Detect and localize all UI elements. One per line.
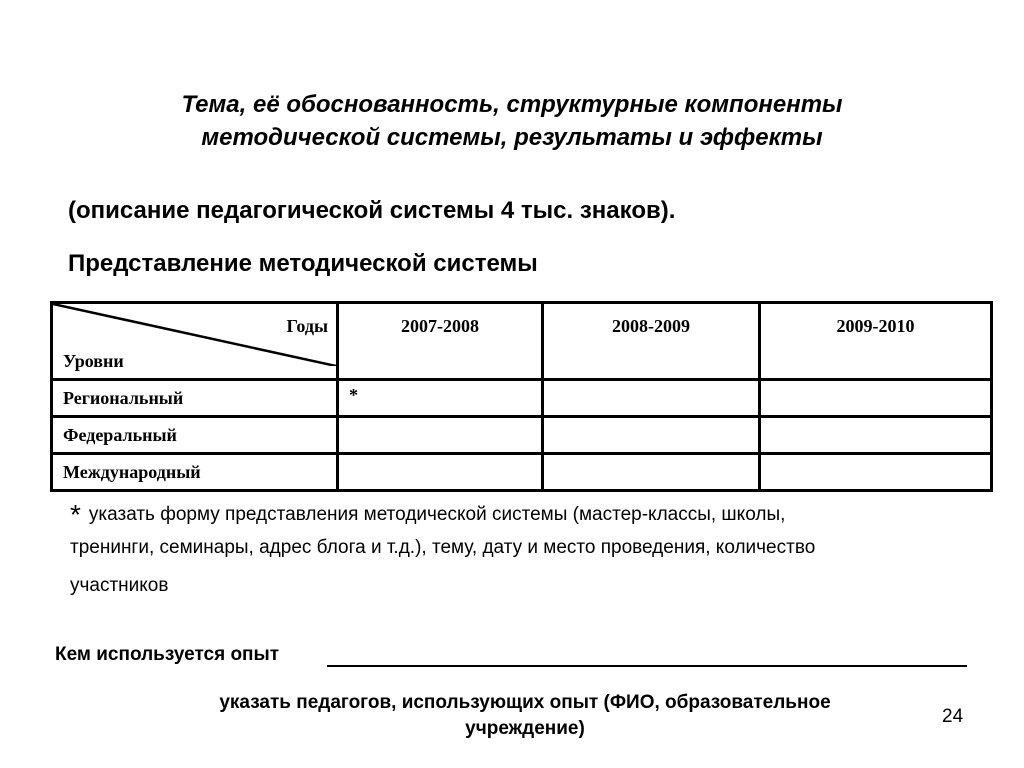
asterisk-note xyxy=(70,498,980,564)
year-header: 2009-2010 xyxy=(760,303,992,380)
used-by-label: Кем используется опыт xyxy=(55,644,280,665)
level-label: Региональный xyxy=(52,380,338,417)
table-cell xyxy=(543,417,760,454)
year-header: 2008-2009 xyxy=(543,303,760,380)
asterisk-mark: * xyxy=(70,499,81,530)
cell-value: * xyxy=(349,385,358,405)
title-line-1: Тема, её обоснованность, структурные компоненты xyxy=(181,91,843,118)
presentation-table xyxy=(50,301,993,492)
table-header-row xyxy=(52,303,992,380)
note-line-3: участников xyxy=(70,575,169,596)
table-cell xyxy=(760,380,992,417)
table-row xyxy=(52,380,992,417)
corner-label-years: Годы xyxy=(286,316,328,336)
year-header: 2007-2008 xyxy=(338,303,543,380)
level-label: Федеральный xyxy=(52,417,338,454)
note-line-1 xyxy=(70,498,980,531)
page-number: 24 xyxy=(942,706,964,727)
table-cell xyxy=(338,380,543,417)
note-text-1: указать форму представления методической системы (мастер-классы, школы, xyxy=(88,504,786,525)
title-line-2: методической системы, результаты и эффекты xyxy=(201,124,823,151)
table-row xyxy=(52,454,992,491)
level-label: Международный xyxy=(52,454,338,491)
table-cell xyxy=(338,417,543,454)
used-by-hint xyxy=(160,690,890,742)
hint-line-2: учреждение) xyxy=(465,718,585,739)
description-text: (описание педагогической системы 4 тыс. знаков). xyxy=(68,197,676,224)
table-cell xyxy=(760,454,992,491)
table-row xyxy=(52,417,992,454)
corner-label-levels: Уровни xyxy=(63,351,124,371)
table-cell xyxy=(760,417,992,454)
table-corner-cell xyxy=(52,303,338,380)
slide-title xyxy=(60,88,964,154)
table-cell xyxy=(338,454,543,491)
table-cell xyxy=(543,380,760,417)
used-by-fill-line xyxy=(327,665,967,667)
presentation-heading: Представление методической системы xyxy=(68,250,538,277)
note-line-2: тренинги, семинары, адрес блога и т.д.), тему, дату и место проведения, количество xyxy=(70,537,816,558)
hint-line-1: указать педагогов, использующих опыт (ФИО, образовательное xyxy=(219,692,831,713)
table-cell xyxy=(543,454,760,491)
